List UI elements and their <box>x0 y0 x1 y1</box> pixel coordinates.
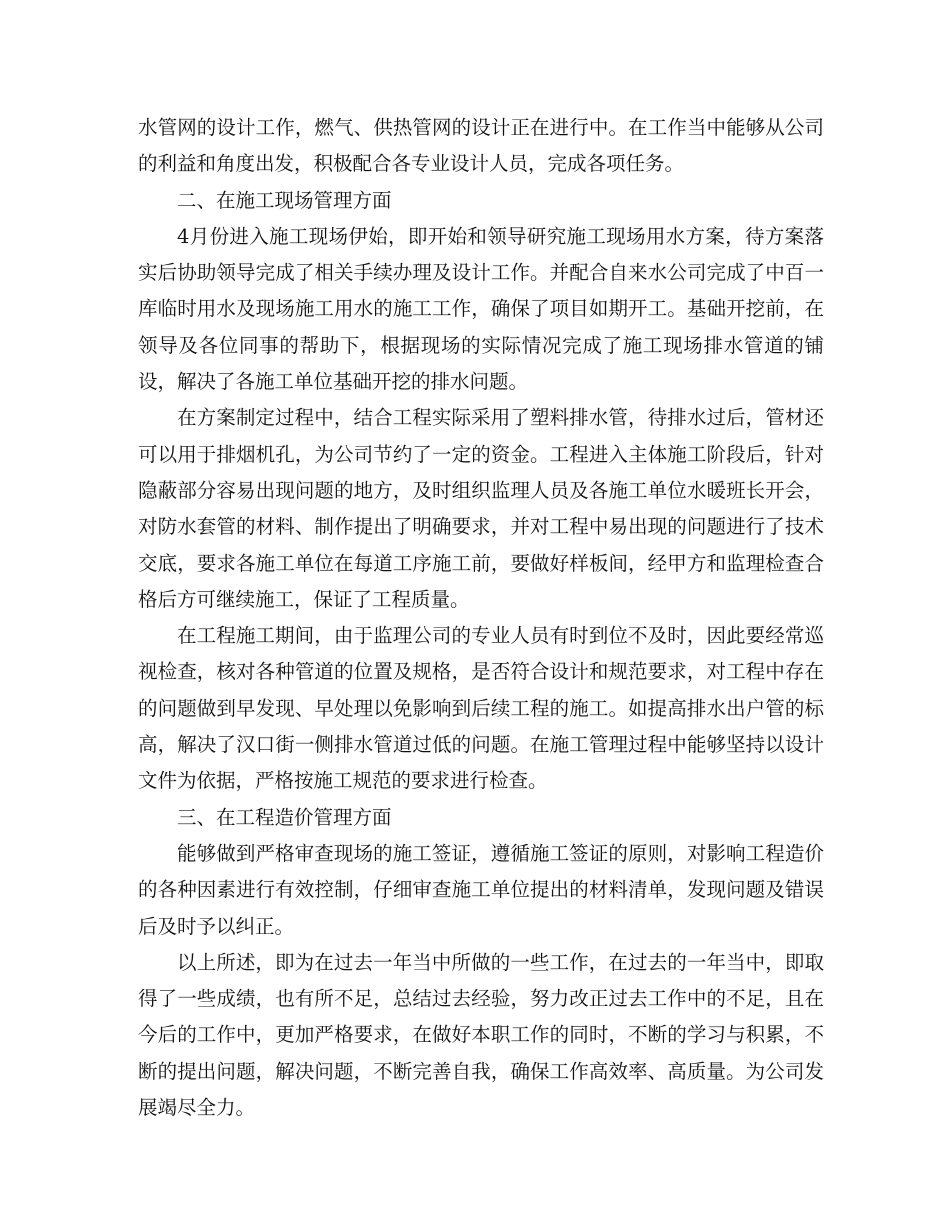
paragraph-5: 在工程施工期间，由于监理公司的专业人员有时到位不及时，因此要经常巡视检查，核对各种管道的位置及规格，是否符合设计和规范要求，对工程中存在的问题做到早发现、早处理以免影响到后续工程的施工。如提高排水出户管的标高，解决了汉口街一侧排水管道过低的问题。在施工管理过程中能够坚持以设计文件为依据，严格按施工规范的要求进行检查。 <box>138 624 824 793</box>
paragraph-7: 能够做到严格审查现场的施工签证，遵循施工签证的原则，对影响工程造价的各种因素进行有效控制，仔细审查施工单位提出的材料清单，发现问题及错误后及时予以纠正。 <box>138 841 824 938</box>
document-body <box>138 110 824 1126</box>
section-heading-3: 三、在工程造价管理方面 <box>177 805 392 829</box>
paragraph-3: 4月份进入施工现场伊始，即开始和领导研究施工现场用水方案，待方案落实后协助领导完成了相关手续办理及设计工作。并配合自来水公司完成了中百一库临时用水及现场施工用水的施工工作，确保了项目如期开工。基础开挖前，在领导及各位同事的帮助下，根据现场的实际情况完成了施工现场排水管道的铺设，解决了各施工单位基础开挖的排水问题。 <box>138 224 824 394</box>
paragraph-8: 以上所述，即为在过去一年当中所做的一些工作，在过去的一年当中，即取得了一些成绩，也有所不足，总结过去经验，努力改正过去工作中的不足，且在今后的工作中，更加严格要求，在做好本职工作的同时，不断的学习与积累，不断的提出问题，解决问题，不断完善自我，确保工作高效率、高质量。为公司发展竭尽全力。 <box>138 950 824 1120</box>
paragraph-4: 在方案制定过程中，结合工程实际采用了塑料排水管，待排水过后，管材还可以用于排烟机孔，为公司节约了一定的资金。工程进入主体施工阶段后，针对隐蔽部分容易出现问题的地方，及时组织监理人员及各施工单位水暖班长开会，对防水套管的材料、制作提出了明确要求，并对工程中易出现的问题进行了技术交底，要求各施工单位在每道工序施工前，要做好样板间，经甲方和监理检查合格后方可继续施工，保证了工程质量。 <box>138 406 824 611</box>
paragraph-1: 水管网的设计工作，燃气、供热管网的设计正在进行中。在工作当中能够从公司的利益和角度出发，积极配合各专业设计人员，完成各项任务。 <box>138 116 824 176</box>
section-heading-2: 二、在施工现场管理方面 <box>177 188 392 212</box>
